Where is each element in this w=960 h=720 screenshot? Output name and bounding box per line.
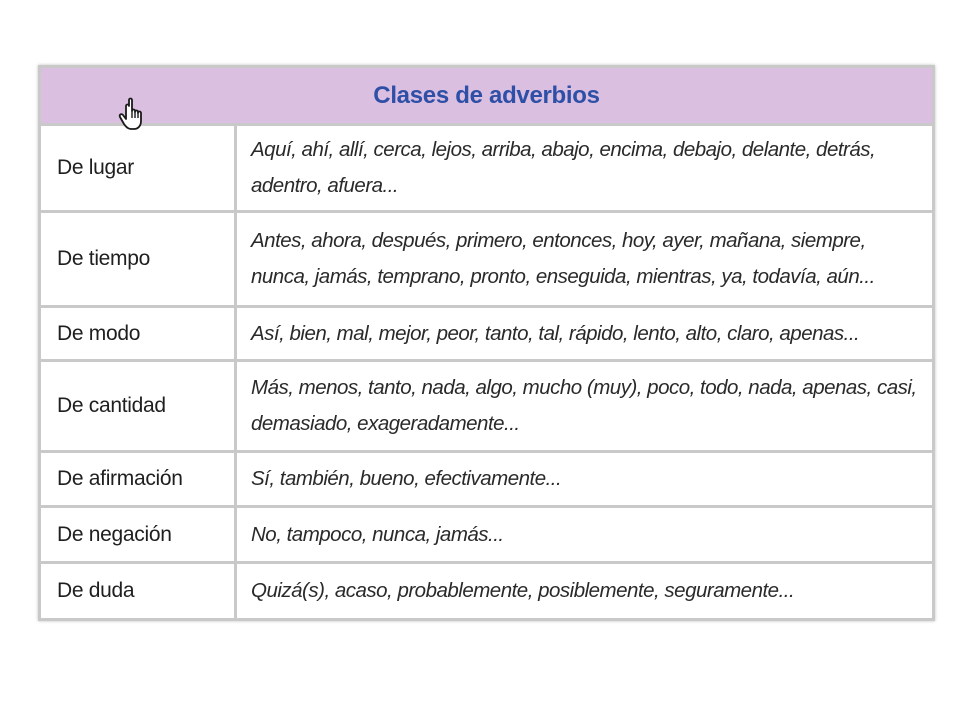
table-header: [41, 68, 932, 126]
table-row: [41, 453, 932, 508]
row-examples: Así, bien, mal, mejor, peor, tanto, tal, rápido, lento, alto, claro, apenas...: [251, 321, 860, 345]
row-category: De duda: [41, 564, 237, 618]
table-row: [41, 308, 932, 362]
hand-pointer-icon: [117, 96, 151, 132]
row-category: De modo: [41, 308, 237, 359]
row-examples: Quizá(s), acaso, probablemente, posiblemente, seguramente...: [251, 579, 795, 602]
row-category: De lugar: [41, 126, 237, 210]
table-row: [41, 362, 932, 453]
row-examples: Antes, ahora, después, primero, entonces, hoy, ayer, mañana, siempre, nunca, jamás, temprano, pronto, enseguida, mientras, ya, todavía, aún...: [251, 229, 875, 288]
row-category: De tiempo: [41, 213, 237, 305]
row-category: De negación: [41, 508, 237, 561]
row-category: De cantidad: [41, 362, 237, 450]
table-row: [41, 508, 932, 564]
row-examples: Más, menos, tanto, nada, algo, mucho (muy), poco, todo, nada, apenas, casi, demasiado, exageradamente...: [251, 376, 917, 435]
table-title: Clases de adverbios: [373, 81, 600, 109]
row-examples: Aquí, ahí, allí, cerca, lejos, arriba, abajo, encima, debajo, delante, detrás, adentro, afuera...: [251, 138, 876, 197]
adverb-classes-table: [38, 65, 935, 621]
row-examples: Sí, también, bueno, efectivamente...: [251, 467, 562, 490]
row-category: De afirmación: [41, 453, 237, 505]
table-row: [41, 564, 932, 618]
table-row: [41, 126, 932, 213]
table-row: [41, 213, 932, 308]
row-examples: No, tampoco, nunca, jamás...: [251, 522, 504, 546]
